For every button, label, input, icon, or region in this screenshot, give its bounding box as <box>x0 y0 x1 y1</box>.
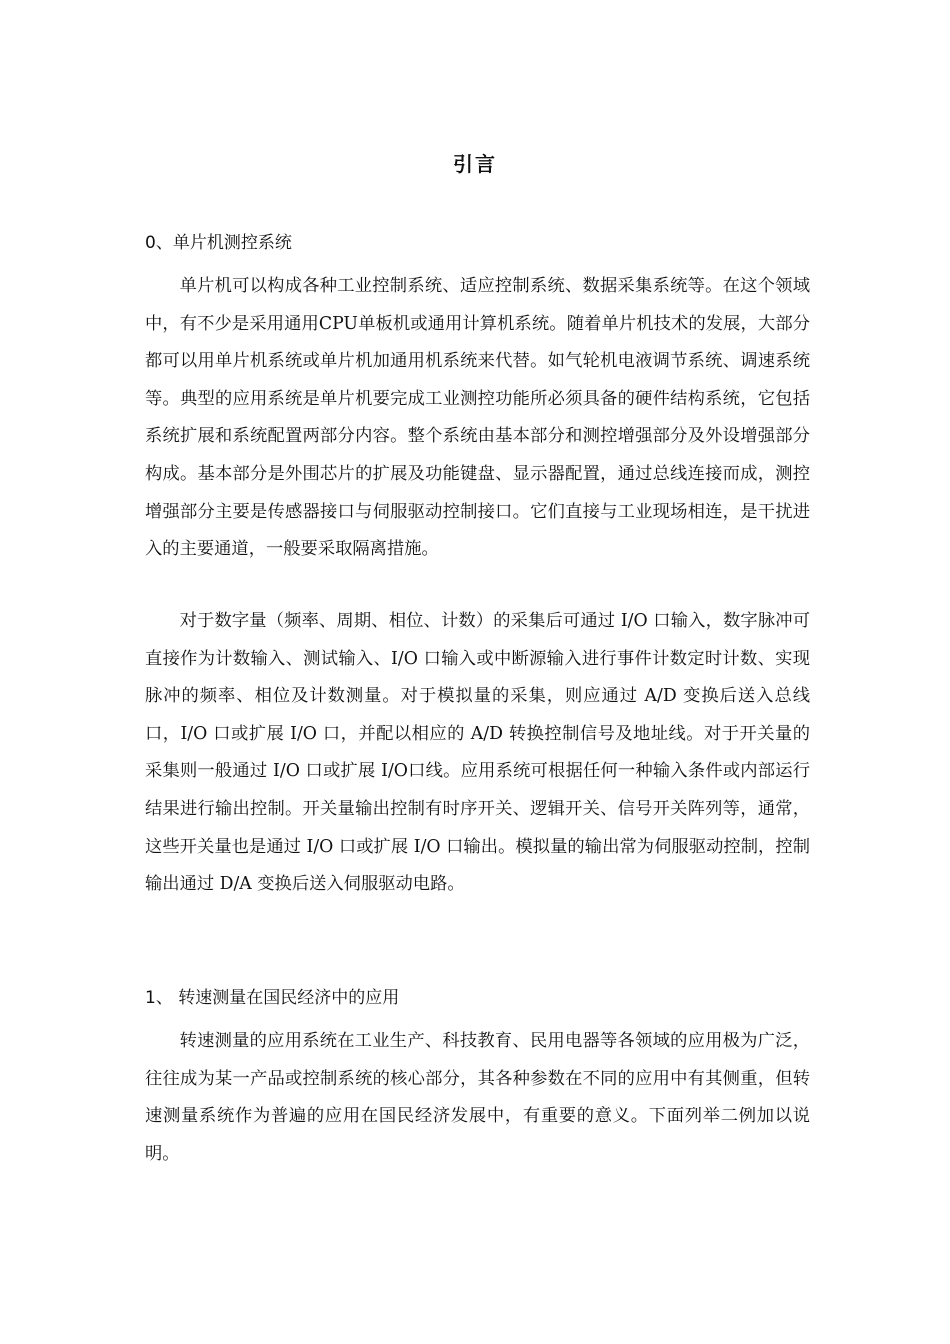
section-0-paragraph-1: 单片机可以构成各种工业控制系统、适应控制系统、数据采集系统等。在这个领域中，有不少是采用通用CPU单板机或通用计算机系统。随着单片机技术的发展，大部分都可以用单片机系统或单片机加通用机系统来代替。如气轮机电液调节系统、调速系统等。典型的应用系统是单片机要完成工业测控功能所必须具备的硬件结构系统，它包括系统扩展和系统配置两部分内容。整个系统由基本部分和测控增强部分及外设增强部分构成。基本部分是外围芯片的扩展及功能键盘、显示器配置，通过总线连接而成，测控增强部分主要是传感器接口与伺服驱动控制接口。它们直接与工业现场相连，是干扰进入的主要通道，一般要采取隔离措施。 <box>145 276 810 560</box>
section-0-paragraph-2: 对于数字量（频率、周期、相位、计数）的采集后可通过 I/O 口输入，数字脉冲可直接作为计数输入、测试输入、I/O 口输入或中断源输入进行事件计数定时计数、实现脉冲的频率、相位及计数测量。对于模拟量的采集，则应通过 A/D 变换后送入总线口，I/O 口或扩展 I/O 口，并配以相应的 A/D 转换控制信号及地址线。对于开关量的采集则一般通过 I/O 口或扩展 I/O口线。应用系统可根据任何一种输入条件或内部运行结果进行输出控制。开关量输出控制有时序开关、逻辑开关、信号开关阵列等，通常，这些开关量也是通过 I/O 口或扩展 I/O 口输出。模拟量的输出常为伺服驱动控制，控制输出通过 D/A 变换后送入伺服驱动电路。 <box>145 611 810 895</box>
section-1-paragraph-1: 转速测量的应用系统在工业生产、科技教育、民用电器等各领域的应用极为广泛，往往成为某一产品或控制系统的核心部分，其各种参数在不同的应用中有其侧重，但转速测量系统作为普遍的应用在国民经济发展中，有重要的意义。下面列举二例加以说明。 <box>145 1031 810 1164</box>
page-title: 引言 <box>453 152 497 176</box>
section-0-heading: 0、单片机测控系统 <box>145 233 292 253</box>
section-1-heading: 1、 转速测量在国民经济中的应用 <box>145 988 400 1008</box>
